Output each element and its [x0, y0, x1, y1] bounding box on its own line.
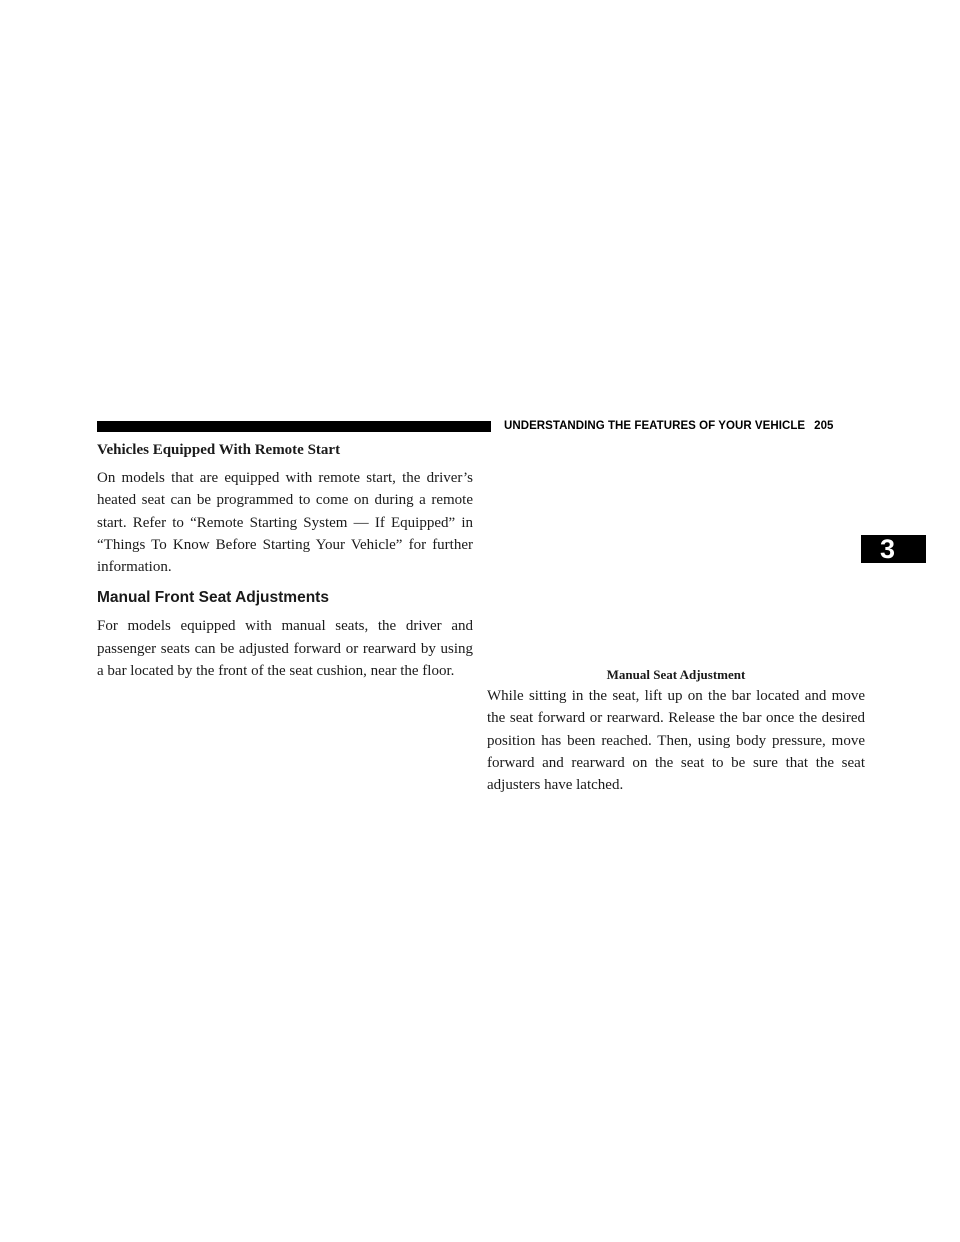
chapter-tab: 3 — [861, 535, 926, 563]
page-number: 205 — [814, 420, 834, 432]
running-header — [504, 418, 833, 434]
seat-adjust-instructions: While sitting in the seat, lift up on the bar located and move the seat forward or rearward. Release the bar once the desired position has been reached. Then, using body pressure, move forward and rearward on the seat to be sure that the seat adjusters have latched. — [487, 688, 865, 794]
chapter-title: UNDERSTANDING THE FEATURES OF YOUR VEHICLE — [504, 420, 806, 432]
manual-seat-paragraph: For models equipped with manual seats, the driver and passenger seats can be adjusted forward or rearward by using a bar located by the front of the seat cushion, near the floor. — [97, 618, 473, 680]
manual-seat-heading: Manual Front Seat Adjustments — [97, 589, 329, 607]
left-column — [97, 440, 473, 682]
right-column — [487, 685, 865, 796]
remote-start-heading: Vehicles Equipped With Remote Start — [97, 442, 341, 458]
remote-start-paragraph: On models that are equipped with remote start, the driver’s heated seat can be programmed to come on during a remote start. Refer to “Remote Starting System — If Equipped” in “Things To Know Before Starting Your Vehicle” for further information. — [97, 470, 473, 576]
header-rule — [97, 421, 491, 432]
figure-caption: Manual Seat Adjustment — [606, 667, 746, 682]
